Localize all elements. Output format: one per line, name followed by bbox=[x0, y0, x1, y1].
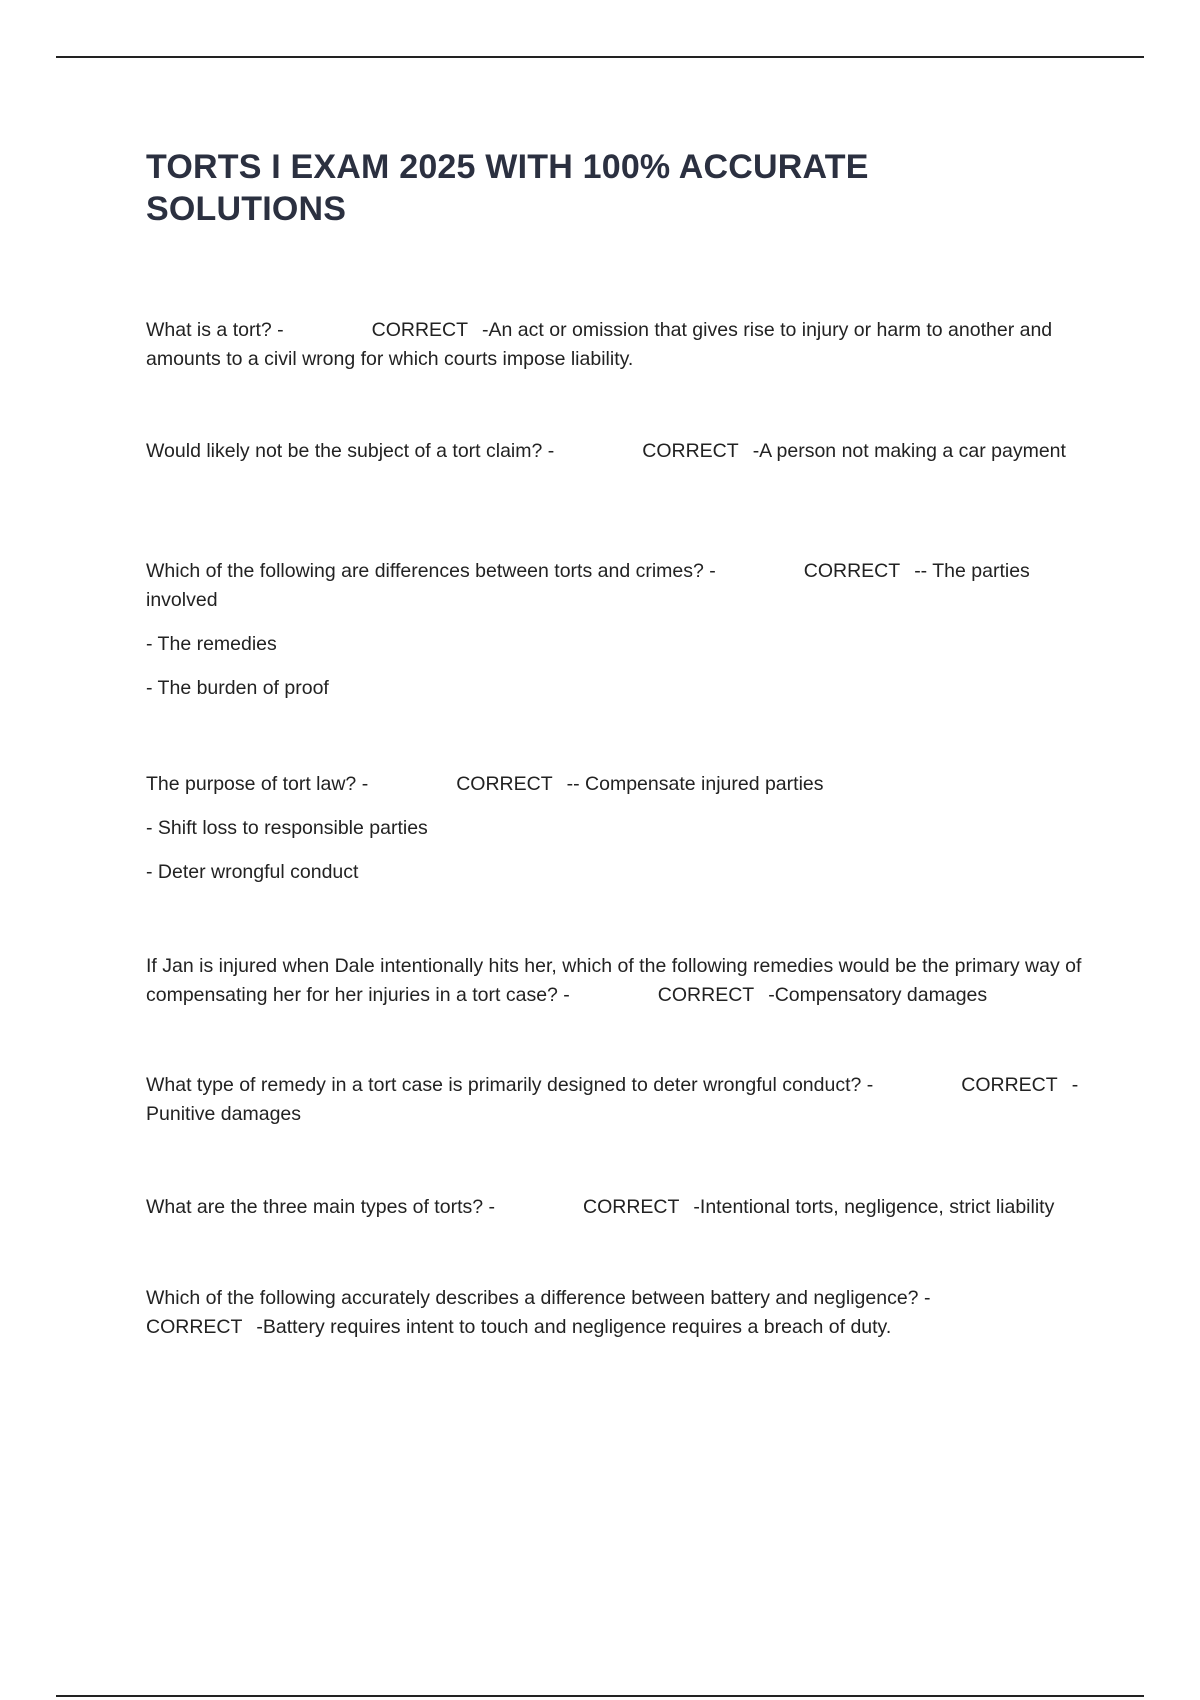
qa-item-5 bbox=[146, 952, 1096, 1010]
qa-text bbox=[146, 316, 1096, 374]
answer-text: -- Compensate injured parties bbox=[566, 773, 824, 795]
correct-marker: CORRECT bbox=[803, 560, 901, 582]
correct-marker: CORRECT bbox=[642, 440, 739, 462]
question-text: What type of remedy in a tort case is primarily designed to deter wrongful conduct? - bbox=[146, 1074, 874, 1096]
top-rule bbox=[56, 56, 1144, 58]
qa-text bbox=[146, 1071, 1096, 1129]
answer-text: -Intentional torts, negligence, strict liability bbox=[693, 1196, 1055, 1218]
answer-text: -Battery requires intent to touch and negligence requires a breach of duty. bbox=[256, 1316, 892, 1338]
question-text: Which of the following accurately describes a difference between battery and negligence? - bbox=[146, 1287, 931, 1309]
correct-marker: CORRECT bbox=[371, 319, 469, 341]
question-text: What is a tort? - bbox=[146, 319, 284, 341]
question-text: Would likely not be the subject of a tort claim? - bbox=[146, 440, 555, 462]
qa-text bbox=[146, 1193, 1096, 1222]
bullet-item: - The burden of proof bbox=[146, 677, 329, 699]
correct-marker: CORRECT bbox=[146, 1316, 243, 1338]
bottom-rule bbox=[56, 1695, 1144, 1697]
page-title: TORTS I EXAM 2025 WITH 100% ACCURATE SOLUTIONS bbox=[146, 148, 869, 228]
correct-marker: CORRECT bbox=[456, 773, 553, 795]
question-text: The purpose of tort law? - bbox=[146, 773, 369, 795]
qa-item-8 bbox=[146, 1284, 1096, 1342]
qa-text bbox=[146, 952, 1096, 1010]
answer-text: -Compensatory damages bbox=[768, 984, 988, 1006]
qa-text bbox=[146, 1284, 1096, 1342]
qa-item-7 bbox=[146, 1193, 1096, 1222]
question-text: Which of the following are differences between torts and crimes? - bbox=[146, 560, 716, 582]
qa-text bbox=[146, 557, 1096, 615]
answer-text: -An act or omission that gives rise to injury or harm to another and amounts to a civil wrong for which courts impose liability. bbox=[146, 319, 1053, 370]
qa-text bbox=[146, 770, 1096, 799]
qa-text bbox=[146, 437, 1096, 466]
answer-text: -- The parties involved bbox=[146, 560, 1030, 611]
answer-text: -Punitive damages bbox=[146, 1074, 1079, 1125]
correct-marker: CORRECT bbox=[657, 984, 755, 1006]
qa-item-3 bbox=[146, 557, 1096, 703]
bullet-item: - Deter wrongful conduct bbox=[146, 861, 359, 883]
qa-item-4 bbox=[146, 770, 1096, 887]
qa-item-6 bbox=[146, 1071, 1096, 1129]
question-text: If Jan is injured when Dale intentionally hits her, which of the following remedies would be the primary way of compensating her for her injuries in a tort case? - bbox=[146, 955, 1082, 1006]
qa-item-2 bbox=[146, 437, 1096, 466]
bullet-item: - The remedies bbox=[146, 633, 277, 655]
qa-item-1 bbox=[146, 316, 1096, 374]
correct-marker: CORRECT bbox=[583, 1196, 680, 1218]
question-text: What are the three main types of torts? - bbox=[146, 1196, 495, 1218]
bullet-item: - Shift loss to responsible parties bbox=[146, 817, 428, 839]
correct-marker: CORRECT bbox=[961, 1074, 1058, 1096]
answer-text: -A person not making a car payment bbox=[752, 440, 1066, 462]
